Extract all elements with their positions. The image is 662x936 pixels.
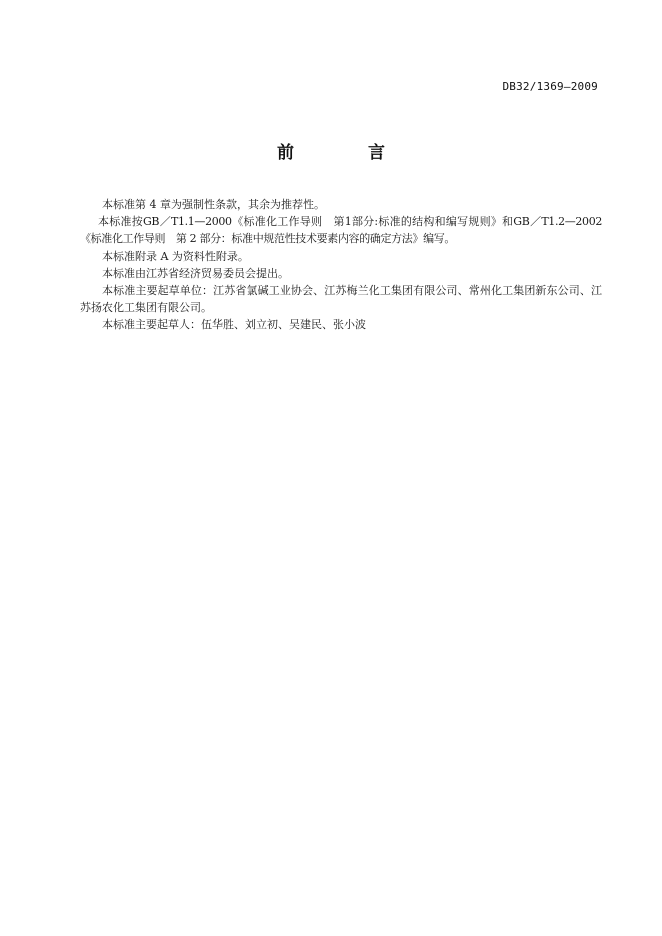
foreword-body: [80, 196, 602, 334]
standard-code: DB32/1369—2009: [502, 80, 598, 93]
paragraph-drafting-basis: 本标准按GB／T1.1—2000《标准化工作导则 第1部分:标准的结构和编写规则》和GB／T1.2—2002《标准化工作导则 第 2 部分：标准中规范性技术要素内容的确定方法》编写。: [80, 215, 602, 246]
paragraph-drafting-units: 本标准主要起草单位：江苏省氯碱工业协会、江苏梅兰化工集团有限公司、常州化工集团新东公司、江苏扬农化工集团有限公司。: [80, 284, 602, 315]
paragraph-appendix: 本标准附录 A 为资料性附录。: [102, 249, 249, 263]
paragraph-drafters: 本标准主要起草人：伍华胜、刘立初、吴建民、张小波: [102, 318, 366, 332]
paragraph-proposer: 本标准由江苏省经济贸易委员会提出。: [102, 266, 289, 280]
paragraph-mandatory-clause: 本标准第 4 章为强制性条款，其余为推荐性。: [102, 198, 325, 211]
page-title: 前 言: [277, 143, 419, 163]
